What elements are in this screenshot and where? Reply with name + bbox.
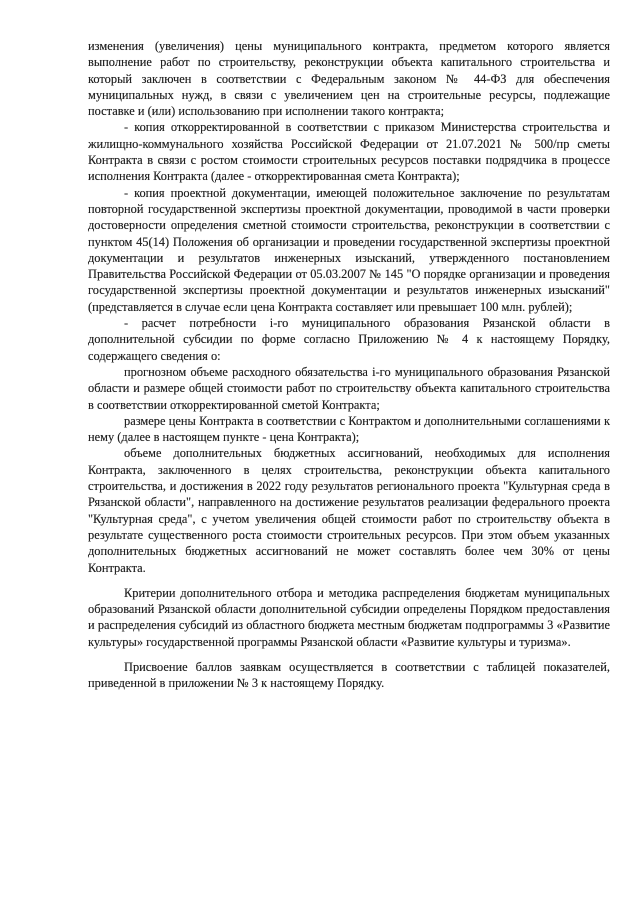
paragraph-smeta-copy: - копия откорректированной в соответствии с приказом Министерства строительства и жилищно-коммунального хозяйства Российской Федерации от 21.07.2021 № 500/пр сметы Контракта в связи с ростом стоимости строительных ресурсов поставки подрядчика в процессе исполнения Контракта (далее - откорректированная смета Контракта); <box>88 120 610 184</box>
paragraph-forecast-volume: прогнозном объеме расходного обязательства i-го муниципального образования Рязанской области и размере общей стоимости работ по строительству объекта капитального строительства в соответствии откорректированной сметой Контракта; <box>88 364 610 412</box>
paragraph-contract-price: размере цены Контракта в соответствии с Контрактом и дополнительными соглашениями к нему (далее в настоящем пункте - цена Контракта); <box>88 413 610 445</box>
paragraph-need-calculation: - расчет потребности i-го муниципального образования Рязанской области в дополнительной субсидии по форме согласно Приложению № 4 к настоящему Порядку, содержащего сведения о: <box>88 316 610 363</box>
paragraph-additional-allocations: объеме дополнительных бюджетных ассигнований, необходимых для исполнения Контракта, заключенного в целях строительства, реконструкции объекта капитального строительства, и достижения в 2022 году результатов регионального проекта "Культурная среда в Рязанской области", направленного на достижение результатов реализации федерального проекта "Культурная среда", с учетом увеличения общей стоимости работ по строительству объекта в результате существенного роста стоимости строительных ресурсов. При этом объем указанных дополнительных бюджетных ассигнований не может составлять более чем 30% от цены Контракта. <box>88 446 610 575</box>
paragraph-project-docs-copy: - копия проектной документации, имеющей положительное заключение по результатам повторной государственной экспертизы проектной документации, проводимой в части проверки достоверности определения сметной стоимости строительства, реконструкции в соответствии с пунктом 45(14) Положения об организации и проведении государственной экспертизы проектной документации и результатов инженерных изысканий, утвержденного постановлением Правительства Российской Федерации от 05.03.2007 № 145 "О порядке организации и проведения государственной экспертизы проектной документации и результатов инженерных изысканий" (представляется в случае если цена Контракта составляет или превышает 100 млн. рублей); <box>88 185 610 314</box>
paragraph-continuation: изменения (увеличения) цены муниципального контракта, предметом которого является выполнение работ по строительству, реконструкции объекта капитального строительства и который заключен в соответствии с Федеральным законом № 44-ФЗ для обеспечения муниципальных нужд, в связи с увеличением цен на строительные ресурсы, подлежащие поставке и (или) использованию при исполнении такого контракта; <box>88 39 610 119</box>
paragraph-selection-criteria: Критерии дополнительного отбора и методика распределения бюджетам муниципальных образований Рязанской области дополнительной субсидии определены Порядком предоставления и распределения субсидий из областного бюджета местным бюджетам подпрограммы 3 «Развитие культуры» государственной программы Рязанской области «Развитие культуры и туризма». <box>88 585 610 649</box>
document-body <box>88 38 610 692</box>
paragraph-scoring: Присвоение баллов заявкам осуществляется в соответствии с таблицей показателей, приведенной в приложении № 3 к настоящему Порядку. <box>88 659 610 691</box>
